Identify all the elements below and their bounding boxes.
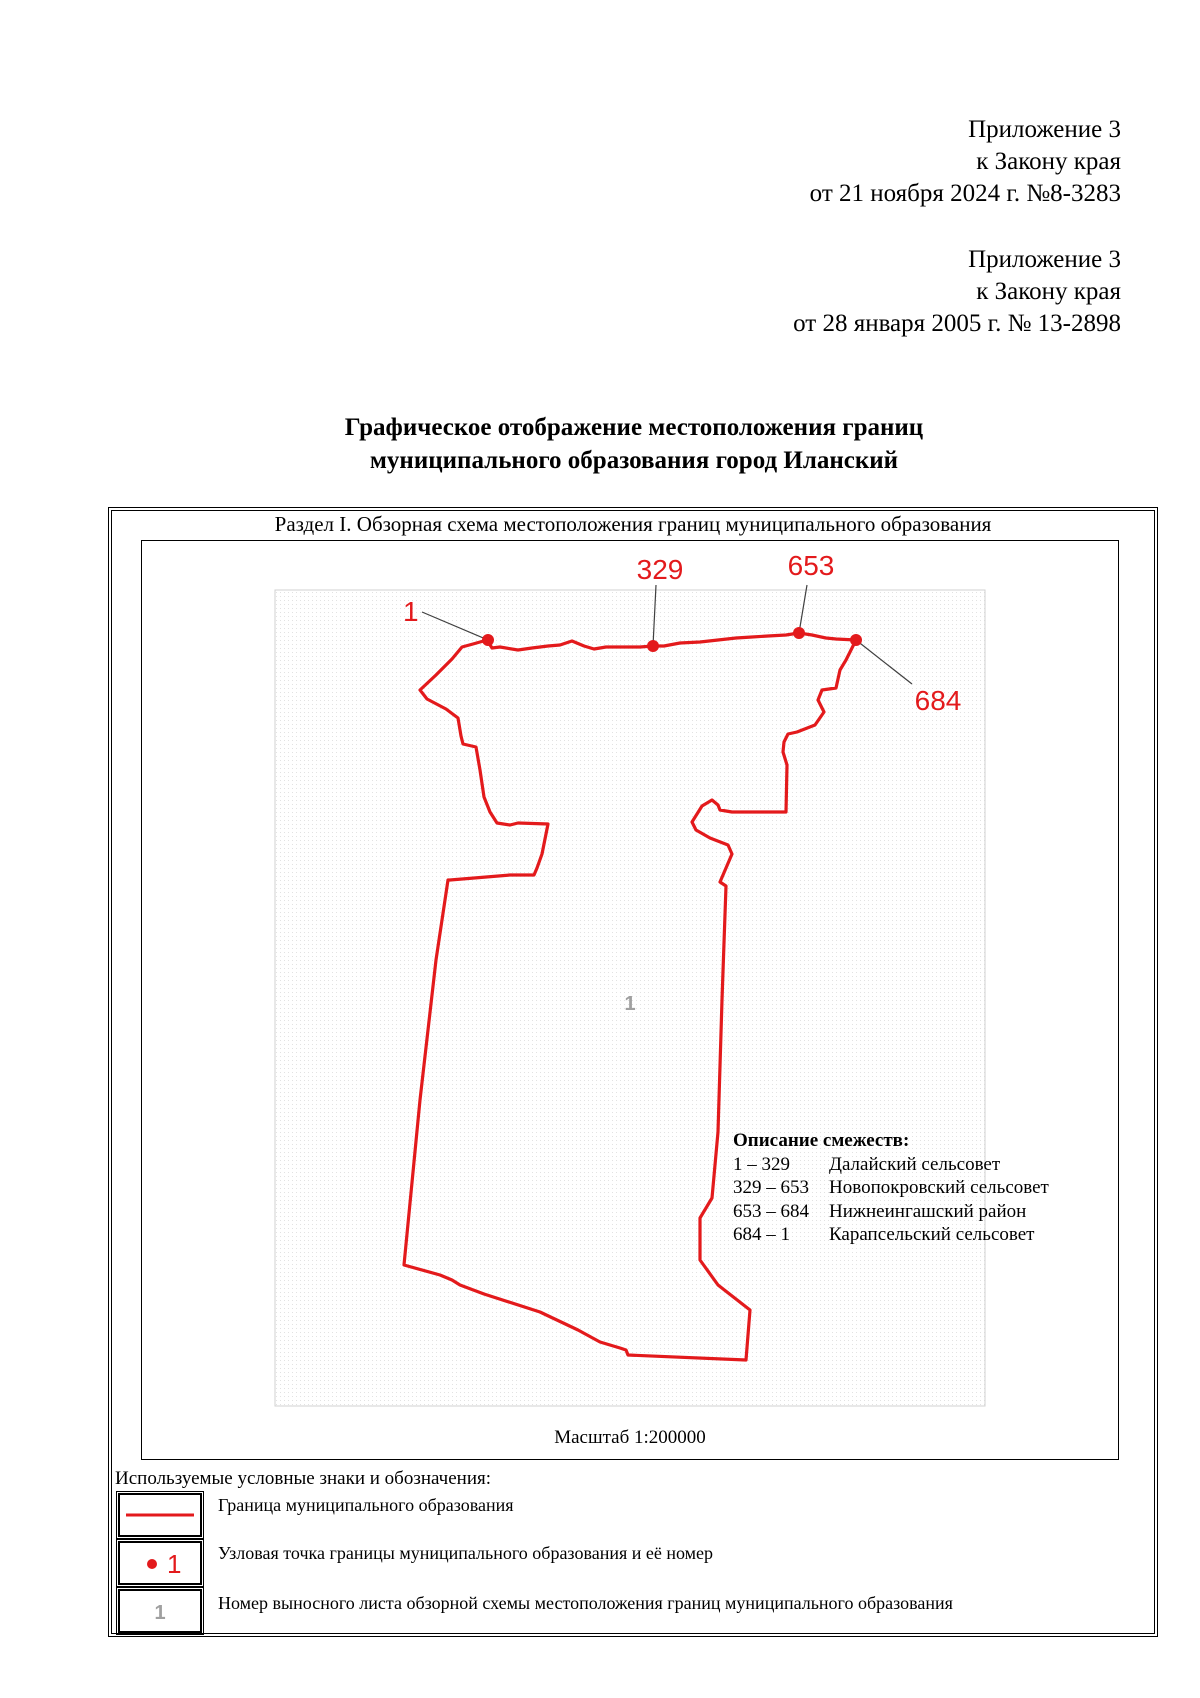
boundary-node-point (850, 634, 862, 646)
legend-symbol-label: 1 (154, 1602, 166, 1624)
adjacency-row (733, 1176, 1049, 1200)
section-title: Раздел I. Обзорная схема местоположения границ муниципального образования (274, 512, 992, 536)
adjacency-range: 653 – 684 (733, 1200, 809, 1222)
legend-text: Граница муниципального образования (218, 1495, 514, 1515)
adjacency-range: 329 – 653 (733, 1177, 809, 1198)
adjacency-row (733, 1200, 1049, 1224)
legend-title: Используемые условные знаки и обозначения: (115, 1468, 492, 1489)
sheet-number-label: 1 (624, 993, 636, 1015)
appendix-label: Приложение 3 (968, 116, 1121, 143)
appendix-law-ref: к Закону края (976, 148, 1121, 175)
legend-symbol-label: 1 (167, 1549, 182, 1579)
boundary-node-point (482, 634, 494, 646)
appendix-law-date: от 28 января 2005 г. № 13-2898 (793, 310, 1121, 337)
adjacency-range: 684 – 1 (733, 1224, 790, 1245)
adjacency-description (733, 1129, 1049, 1247)
boundary-node-label: 653 (787, 550, 835, 581)
adjacency-range: 1 – 329 (733, 1153, 790, 1175)
red-line-icon (120, 1495, 200, 1535)
adjacency-neighbor: Далайский сельсовет (829, 1153, 1001, 1175)
boundary-node-label: 684 (914, 685, 962, 716)
adjacency-neighbor: Новопокровский сельсовет (829, 1177, 1049, 1198)
adjacency-neighbor: Карапсельский сельсовет (829, 1224, 1035, 1245)
adjacency-row (733, 1223, 1049, 1247)
legend-symbol-node-point (118, 1541, 202, 1585)
boundary-node-label: 329 (636, 554, 684, 585)
document-title-line-1: Графическое отображение местоположения границ (344, 414, 924, 441)
legend-text: Узловая точка границы муниципального образования и её номер (218, 1543, 714, 1563)
adjacency-row (733, 1153, 1049, 1177)
map-scale: Масштаб 1:200000 (554, 1427, 706, 1448)
appendix-label: Приложение 3 (968, 246, 1121, 273)
red-dot-icon (120, 1543, 200, 1583)
boundary-node-label: 1 (403, 596, 419, 627)
adjacency-title: Описание смежеств: (733, 1130, 910, 1151)
adjacency-neighbor: Нижнеингашский район (829, 1200, 1027, 1222)
legend-symbol-sheet-number (118, 1589, 202, 1633)
legend-symbol-boundary-line (118, 1493, 202, 1537)
legend-text: Номер выносного листа обзорной схемы местоположения границ муниципального образования (218, 1593, 953, 1613)
grey-number-icon (120, 1591, 200, 1631)
appendix-law-ref: к Закону края (976, 278, 1121, 305)
appendix-law-date: от 21 ноября 2024 г. №8-3283 (809, 180, 1121, 207)
boundary-node-point (793, 627, 805, 639)
document-title-line-2: муниципального образования город Иланский (369, 447, 899, 474)
boundary-node-point (647, 640, 659, 652)
